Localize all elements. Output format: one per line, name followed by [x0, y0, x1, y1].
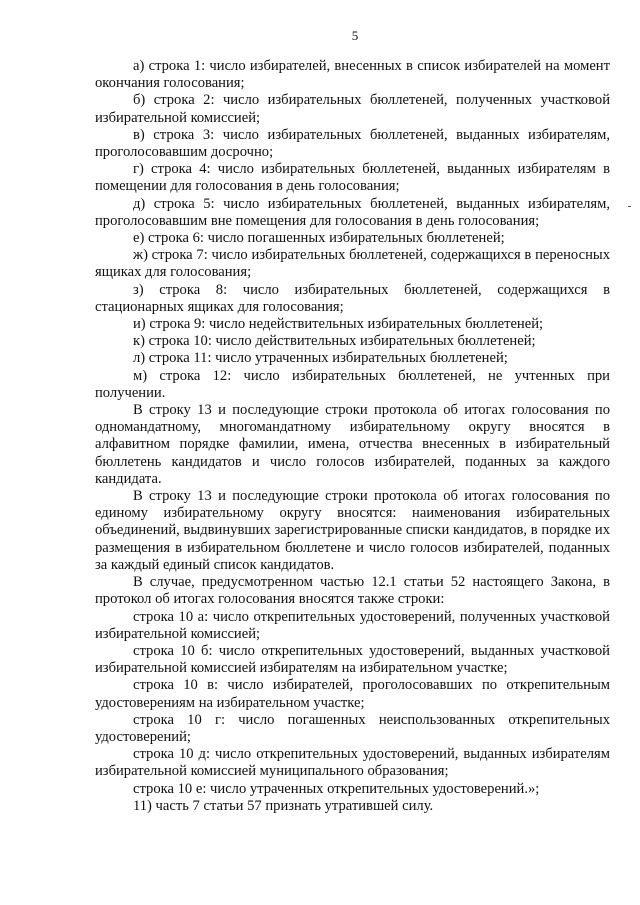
paragraph-line-6: е) строка 6: число погашенных избирательных бюллетеней;	[133, 230, 505, 247]
paragraph-line-2: б) строка 2: число избирательных бюллетеней, полученных участковой избирательной комиссией;	[95, 92, 610, 126]
paragraph-line-5: д) строка 5: число избирательных бюллетеней, выданных избирателям, проголосовавшим вне помещения для голосования в день голосования;	[95, 195, 610, 229]
paragraph-line-10b: строка 10 б: число открепительных удостоверений, выданных участковой избирательной комиссией избирателям на избирательном участке;	[95, 642, 610, 677]
paragraph-additional-lines: В случае, предусмотренном частью 12.1 статьи 52 настоящего Закона, в протокол об итогах голосования вносятся также строки:	[95, 574, 610, 608]
paragraph-line-10a: строка 10 а: число открепительных удостоверений, полученных участковой избирательной комиссией;	[95, 608, 610, 642]
page-number: 5	[351, 28, 359, 43]
paragraph-line-4: г) строка 4: число избирательных бюллетеней, выданных избирателям в помещении для голосования в день голосования;	[95, 161, 610, 195]
paragraph-line-8: з) строка 8: число избирательных бюллетеней, содержащихся в стационарных ящиках для голосования;	[95, 281, 610, 315]
paragraph-line-10d: строка 10 д: число открепительных удостоверений, выданных избирателям избирательной комиссией муниципального образования;	[95, 746, 610, 780]
paragraph-line-10v: строка 10 в: число избирателей, проголосовавших по открепительным удостоверениям на избирательном участке;	[95, 677, 610, 711]
paragraph-line-12: м) строка 12: число избирательных бюллетеней, не учтенных при получении.	[95, 367, 610, 401]
paragraph-line-11: л) строка 11: число утраченных избирательных бюллетеней;	[133, 350, 508, 367]
paragraph-candidates-unified: В строку 13 и последующие строки протокола об итогах голосования по единому избирательному округу вносятся: наименования избирательных объединений, выдвинувших зарегистрированные списки кандидатов, в порядке их размещения в избирательном бюллетене и число голосов избирателей, поданных за каждый единый список кандидатов.	[95, 488, 610, 573]
paragraph-line-3: в) строка 3: число избирательных бюллетеней, выданных избирателям, проголосовавшим досрочно;	[95, 126, 610, 161]
paragraph-line-10: к) строка 10: число действительных избирательных бюллетеней;	[133, 333, 536, 350]
paragraph-line-9: и) строка 9: число недействительных избирательных бюллетеней;	[133, 316, 544, 333]
paragraph-line-1: а) строка 1: число избирателей, внесенных в список избирателей на момент окончания голосования;	[95, 58, 610, 92]
document-page	[95, 28, 610, 815]
scan-speck	[628, 206, 631, 207]
paragraph-line-7: ж) строка 7: число избирательных бюллетеней, содержащихся в переносных ящиках для голосования;	[95, 247, 610, 281]
paragraph-item-11: 11) часть 7 статьи 57 признать утратившей силу.	[133, 797, 434, 814]
paragraph-candidates-single: В строку 13 и последующие строки протокола об итогах голосования по одномандатному, многомандатному избирательному округу вносятся в алфавитном порядке фамилии, имена, отчества внесенных в избирательный бюллетень кандидатов и число голосов избирателей, поданных за каждого кандидата.	[95, 402, 610, 487]
paragraph-line-10e: строка 10 е: число утраченных открепительных удостоверений.»;	[133, 780, 540, 797]
paragraph-line-10g: строка 10 г: число погашенных неиспользованных открепительных удостоверений;	[95, 711, 610, 745]
document-body	[95, 58, 610, 815]
